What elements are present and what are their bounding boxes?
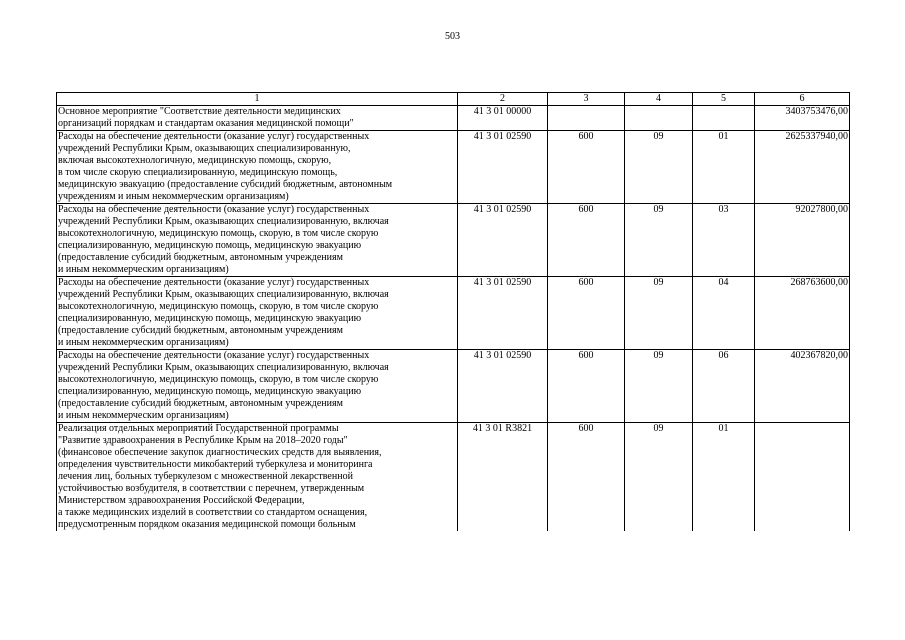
row-expense-type xyxy=(548,106,625,131)
row-target-code: 41 3 01 R3821 xyxy=(458,423,548,532)
row-expense-type: 600 xyxy=(548,423,625,532)
column-header-4: 4 xyxy=(625,93,693,106)
row-section: 09 xyxy=(625,277,693,350)
row-target-code: 41 3 01 02590 xyxy=(458,350,548,423)
row-amount: 402367820,00 xyxy=(755,350,850,423)
table-header xyxy=(57,93,850,106)
row-description: Расходы на обеспечение деятельности (оказание услуг) государственных учреждений Республики Крым, оказывающих специализированную, включая высокотехнологичную, медицинскую помощь, скорую, в том числе скорую специализированную, медицинскую помощь, медицинскую эвакуацию (предоставление субсидий бюджетным, автономным учреждениям и иным некоммерческим организациям) xyxy=(57,277,458,350)
row-subsection: 04 xyxy=(693,277,755,350)
row-subsection: 06 xyxy=(693,350,755,423)
row-description: Реализация отдельных мероприятий Государственной программы "Развитие здравоохранения в Республике Крым на 2018–2020 годы" (финансовое обеспечение закупок диагностических средств для выявления, определения чувствительности микобактерий туберкулеза и мониторинга лечения лиц, больных туберкулезом с множественной лекарственной устойчивостью возбудителя, в соответствии с перечнем, утвержденным Министерством здравоохранения Российской Федерации, а также медицинских изделий в соответствии со стандартом оснащения, предусмотренным порядком оказания медицинской помощи больным xyxy=(57,423,458,532)
row-description: Расходы на обеспечение деятельности (оказание услуг) государственных учреждений Республики Крым, оказывающих специализированную, включая высокотехнологичную, медицинскую помощь, скорую, в том числе скорую специализированную, медицинскую помощь, медицинскую эвакуацию (предоставление субсидий бюджетным, автономным учреждениям и иным некоммерческим организациям) xyxy=(57,350,458,423)
row-expense-type: 600 xyxy=(548,277,625,350)
row-expense-type: 600 xyxy=(548,350,625,423)
row-description: Расходы на обеспечение деятельности (оказание услуг) государственных учреждений Республики Крым, оказывающих специализированную, включая высокотехнологичную, медицинскую помощь, скорую, в том числе скорую специализированную, медицинскую помощь, медицинскую эвакуацию (предоставление субсидий бюджетным, автономным учреждениям и иным некоммерческим организациям) xyxy=(57,131,458,204)
column-header-1: 1 xyxy=(57,93,458,106)
row-target-code: 41 3 01 02590 xyxy=(458,131,548,204)
row-amount: 2625337940,00 xyxy=(755,131,850,204)
row-section: 09 xyxy=(625,131,693,204)
row-target-code: 41 3 01 02590 xyxy=(458,204,548,277)
row-expense-type: 600 xyxy=(548,131,625,204)
row-expense-type: 600 xyxy=(548,204,625,277)
row-target-code: 41 3 01 02590 xyxy=(458,277,548,350)
row-subsection: 03 xyxy=(693,204,755,277)
row-amount: 3403753476,00 xyxy=(755,106,850,131)
table-row xyxy=(57,106,850,131)
row-amount: 268763600,00 xyxy=(755,277,850,350)
row-section: 09 xyxy=(625,204,693,277)
column-header-6: 6 xyxy=(755,93,850,106)
budget-table xyxy=(56,92,850,531)
row-description: Основное мероприятие "Соответствие деятельности медицинских организаций порядкам и стандартам оказания медицинской помощи" xyxy=(57,106,458,131)
row-target-code: 41 3 01 00000 xyxy=(458,106,548,131)
row-subsection: 01 xyxy=(693,131,755,204)
row-subsection: 01 xyxy=(693,423,755,532)
table-row xyxy=(57,277,850,350)
row-section: 09 xyxy=(625,350,693,423)
header-row xyxy=(57,93,850,106)
table-row xyxy=(57,423,850,532)
row-subsection xyxy=(693,106,755,131)
column-header-3: 3 xyxy=(548,93,625,106)
row-section xyxy=(625,106,693,131)
row-amount xyxy=(755,423,850,532)
row-description: Расходы на обеспечение деятельности (оказание услуг) государственных учреждений Республики Крым, оказывающих специализированную, включая высокотехнологичную, медицинскую помощь, скорую, в том числе скорую специализированную, медицинскую помощь, медицинскую эвакуацию (предоставление субсидий бюджетным, автономным учреждениям и иным некоммерческим организациям) xyxy=(57,204,458,277)
page-number: 503 xyxy=(445,31,460,42)
row-section: 09 xyxy=(625,423,693,532)
table-row xyxy=(57,131,850,204)
row-amount: 92027800,00 xyxy=(755,204,850,277)
table-row xyxy=(57,350,850,423)
table-body xyxy=(57,106,850,532)
column-header-2: 2 xyxy=(458,93,548,106)
column-header-5: 5 xyxy=(693,93,755,106)
table-row xyxy=(57,204,850,277)
